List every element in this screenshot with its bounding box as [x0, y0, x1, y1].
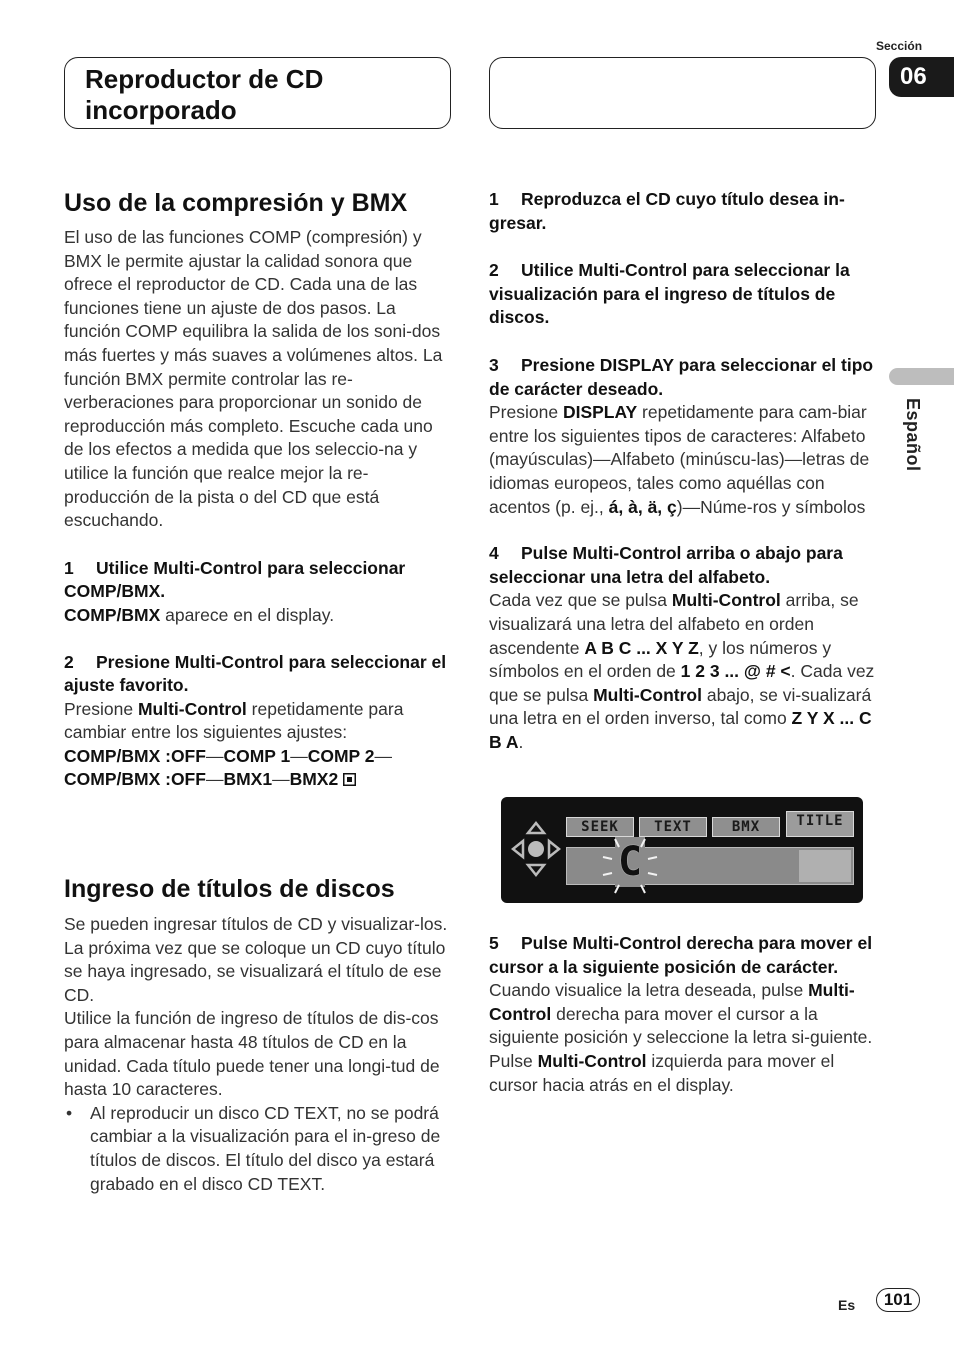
step-number: 3 [489, 354, 499, 375]
blink-rays-icon [601, 835, 659, 897]
step-2-heading [489, 259, 879, 330]
body-text: , y los números y símbolos en el orden de [489, 637, 832, 682]
setting: COMP 2 [307, 745, 375, 766]
right-column-lower [489, 932, 879, 1097]
step-3-body [489, 401, 879, 519]
body-text: . Cada vez que se pulsa [489, 661, 875, 705]
step-text: Pulse Multi-Control derecha para mover el cursor a la siguiente posición de carácter. [489, 933, 873, 977]
bold-term: Multi-Control [671, 590, 781, 611]
setting: BMX2 [289, 769, 339, 790]
step-text: Presione DISPLAY para seleccionar el tipo de carácter deseado. [489, 354, 874, 399]
bold-term: á, à, ä, ç [608, 496, 677, 517]
bullet-text: Al reproducir un disco CD TEXT, no se podrá cambiar a la visualización para el in-greso de títulos de discos. El título del disco ya estará grabado en el disco CD TEXT. [90, 1102, 441, 1194]
end-mark-icon [343, 773, 356, 786]
dash: — [205, 745, 224, 766]
titles-paragraph-1: Se pueden ingresar títulos de CD y visualizar-los. La próxima vez que se coloque un CD cuyo título se haya ingresado, se visualizará el título de ese CD. [64, 914, 448, 1005]
bmx-indicator: BMX [712, 817, 780, 837]
section-number-tab: 06 [889, 57, 954, 97]
setting: BMX1 [223, 769, 273, 790]
dash: — [272, 769, 290, 790]
bullet-mark: • [66, 1102, 73, 1123]
seek-indicator: SEEK [566, 817, 634, 837]
step-number: 2 [64, 651, 74, 672]
dash: — [205, 769, 224, 790]
step-2-body [64, 698, 454, 745]
step-1-heading [64, 557, 454, 604]
setting: COMP/BMX :OFF [64, 745, 206, 766]
step-5-heading [489, 932, 879, 979]
setting: COMP/BMX :OFF [64, 769, 206, 790]
text-indicator: TEXT [639, 817, 707, 837]
bold-term: Multi-Control [137, 698, 247, 719]
body-text: derecha para mover el cursor a la siguiente posición y seleccione la letra si-guiente. Pulse [489, 1003, 873, 1071]
left-column [64, 188, 454, 1196]
bold-term: Z Y X ... C B A [489, 708, 872, 752]
bold-term: COMP/BMX [64, 604, 161, 625]
language-label: Español [903, 398, 923, 472]
intro-paragraph: El uso de las funciones COMP (compresión) y BMX le permite ajustar la calidad sonora que ofrece el reproductor de CD. Cada una de las funciones tiene un ajuste de dos pasos. La función COMP equilibra la salida de los soni-dos más fuertes y más suaves a volúmenes altos. La función BMX permite controlar las re-verberaciones para proporcionar un sonido de reproducción más completo. Escuche cada uno de los efectos a medida que los seleccio-na y utilice la función que realce mejor la re-producción de la pista o del CD que está escuchando. [64, 227, 443, 531]
body-text: repetidamente para cambiar entre los siguientes ajustes: [64, 698, 404, 743]
body-text: Presione [489, 402, 563, 423]
dash: — [374, 745, 392, 766]
bold-term: Multi-Control [537, 1050, 647, 1071]
step-text: Pulse Multi-Control arriba o abajo para seleccionar una letra del alfabeto. [489, 543, 843, 587]
body-text: arriba, se visualizará una letra del alfabeto en orden ascendente [489, 590, 859, 658]
page-number: 101 [876, 1288, 920, 1312]
bold-term: DISPLAY [562, 402, 638, 423]
bold-term: Multi-Control [489, 980, 855, 1024]
step-number: 1 [489, 189, 499, 209]
section-header-box [64, 57, 451, 129]
empty-header-box [489, 57, 876, 129]
step-text: Utilice Multi-Control para seleccionar COMP/BMX. [64, 557, 406, 602]
step-4-heading [489, 542, 879, 589]
section-title: Reproductor de CD incorporado [85, 64, 324, 125]
step-5-body [489, 979, 879, 1097]
step-4-body [489, 589, 879, 754]
seccion-label: Sección [876, 39, 923, 53]
heading-compression-bmx: Uso de la compresión y BMX [64, 189, 408, 217]
multi-control-dpad-icon [511, 821, 561, 877]
settings-sequence [64, 745, 454, 792]
step-1-heading [489, 188, 879, 235]
blinking-character: C [615, 837, 645, 887]
step-text: Presione Multi-Control para seleccionar el ajuste favorito. [64, 651, 447, 696]
step-number: 4 [489, 543, 499, 564]
cursor-block [799, 850, 851, 882]
step-1-body [64, 604, 454, 628]
step-3-heading [489, 354, 879, 401]
bold-term: Multi-Control [593, 684, 702, 705]
body-text: )—Núme-ros y símbolos [676, 496, 866, 517]
language-code: Es [838, 1297, 856, 1313]
dash: — [290, 745, 308, 766]
language-tab-bar [889, 368, 954, 385]
body-text: Cuando visualice la letra deseada, pulse [489, 980, 809, 1001]
right-column [489, 188, 879, 754]
bold-term: A B C ... X Y Z [584, 637, 699, 658]
setting: COMP 1 [223, 745, 291, 766]
body-text: aparece en el display. [160, 604, 335, 625]
body-text: Presione [64, 698, 138, 719]
body-text: izquierda para mover el cursor hacia atrás en el display. [489, 1050, 835, 1095]
step-text: Utilice Multi-Control para seleccionar la visualización para el ingreso de títulos de discos. [489, 260, 850, 328]
title-indicator: TITLE [786, 811, 854, 837]
cd-text-note [64, 1102, 454, 1196]
body-text: . [518, 731, 524, 752]
body-text: abajo, se vi-sualizará una letra en el orden inverso, tal como [489, 684, 872, 729]
titles-paragraph-2: Utilice la función de ingreso de títulos de dis-cos para almacenar hasta 48 títulos de CD en la unidad. Cada título puede tener una longi-tud de hasta 10 caracteres. [64, 1008, 440, 1100]
step-2-heading [64, 651, 454, 698]
step-text: Reproduzca el CD cuyo título desea in-gresar. [489, 189, 845, 233]
step-number: 1 [64, 557, 74, 578]
heading-disc-titles: Ingreso de títulos de discos [64, 875, 395, 904]
display-illustration [501, 797, 863, 903]
step-number: 2 [489, 260, 499, 281]
body-text: repetidamente para cam-biar entre los siguientes tipos de caracteres: Alfabeto (mayúsculas)—Alfabeto (minúscu-las)—letras de idiomas europeos, tales como aquéllas con acentos (p. ej., [489, 402, 870, 517]
body-text: Cada vez que se pulsa [489, 590, 672, 611]
bold-term: 1 2 3 ... @ # < [680, 661, 791, 682]
step-number: 5 [489, 933, 499, 953]
